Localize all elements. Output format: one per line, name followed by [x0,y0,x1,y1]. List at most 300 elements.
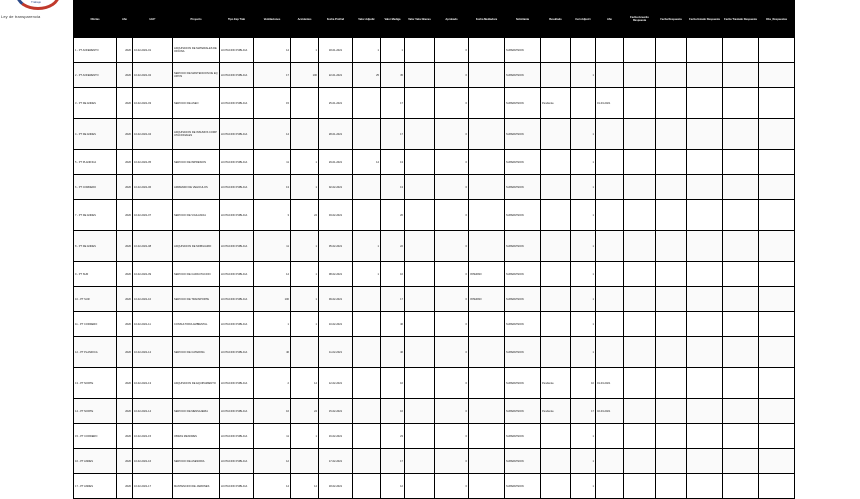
table-cell: SERVICIO DE CAPACITACION [173,262,220,287]
column-header[interactable]: Accidentes [291,1,319,38]
table-cell [353,424,381,449]
table-cell [759,449,795,474]
table-cell: LICITACION PUBLICA [220,200,254,231]
table-cell [656,368,687,399]
table-cell [624,88,656,119]
table-cell [596,200,624,231]
table-cell: 12 - PT PLANIFICA [74,337,117,368]
table-cell: SUPERVISION [505,262,541,287]
column-header[interactable]: Fecha Traslado Respuesta [723,1,759,38]
table-cell: 100 [254,287,291,312]
table-cell [596,63,624,88]
table-cell: 14 [291,368,319,399]
table-cell: 02-02-2021 [319,175,353,200]
table-cell: 2020 [117,474,133,499]
table-cell: 09-02-2021 [319,287,353,312]
table-cell [596,38,624,63]
table-cell: 1 [571,150,596,175]
table-cell [723,119,759,150]
table-cell [759,399,795,424]
data-table [73,0,795,499]
table-cell [656,175,687,200]
table-row[interactable] [74,150,795,175]
table-cell [624,119,656,150]
table-cell: 13 [381,175,405,200]
table-cell [405,368,435,399]
table-cell [656,88,687,119]
table-cell: SUPERVISION [505,368,541,399]
table-cell: 1 - PT AOFERENTO [74,38,117,63]
table-cell: 2020 [117,63,133,88]
table-cell: 10 [571,368,596,399]
table-cell [759,119,795,150]
table-cell [723,424,759,449]
column-header[interactable]: Fecha Respuesta [656,1,687,38]
table-cell: 6 - PT CORDERO [74,175,117,200]
table-cell [687,231,723,262]
table-cell: 10-02-2021-13 [133,368,173,399]
table-cell [405,337,435,368]
table-cell: 17 [381,287,405,312]
table-cell [291,88,319,119]
table-cell: SUPERVISION [505,287,541,312]
table-cell [405,262,435,287]
table-cell: SUPERVISION [505,399,541,424]
table-cell [596,287,624,312]
table-cell [759,424,795,449]
table-cell: SUPERVISION [505,88,541,119]
table-cell: SERVICIO DE IMPRESION [173,150,220,175]
table-cell: 10-02-2021-17 [133,474,173,499]
table-cell [596,449,624,474]
table-cell: 46 [381,337,405,368]
table-cell: 1 [571,119,596,150]
table-cell: 1 [571,262,596,287]
table-cell [596,312,624,337]
table-cell: SERVICIO DE MANTENCION DE EQUIPOS [173,63,220,88]
table-cell: 1 [571,200,596,231]
column-header[interactable]: Fecha Acuerdo Respuesta [624,1,656,38]
table-cell: 14 [254,38,291,63]
table-cell: 13 [254,175,291,200]
column-header[interactable]: Obs_Respuestas [759,1,795,38]
table-cell [291,449,319,474]
table-cell: 11 [254,231,291,262]
table-row[interactable] [74,231,795,262]
table-cell: 22 [381,231,405,262]
table-cell: 11 [254,424,291,449]
table-cell [353,368,381,399]
table-cell: INTERNO [469,287,505,312]
table-cell [596,262,624,287]
table-cell [353,287,381,312]
table-cell [624,262,656,287]
column-header[interactable]: Id.N° [133,1,173,38]
table-cell: 1 [571,63,596,88]
column-header[interactable]: Cert.Adjud.1 [571,1,596,38]
table-cell [405,231,435,262]
table-cell: 16 [381,368,405,399]
table-cell: 1 [381,38,405,63]
table-cell: 14 - PT NORTE [74,399,117,424]
column-header[interactable]: Valor Valor Bienes [405,1,435,38]
table-cell [759,88,795,119]
table-cell [723,474,759,499]
table-cell: 08-02-2021 [319,262,353,287]
table-cell [405,312,435,337]
table-cell: 1 [353,231,381,262]
table-cell: 46 [254,337,291,368]
table-cell [624,312,656,337]
table-cell: 0 [435,312,469,337]
table-cell [541,312,571,337]
table-cell: 1 [291,262,319,287]
table-cell [687,88,723,119]
column-header[interactable]: Resultado [541,1,571,38]
table-cell: 1 [291,312,319,337]
table-cell: 10-02-2021-12 [133,337,173,368]
table-cell [624,399,656,424]
table-cell [687,368,723,399]
table-cell: SERVICIO DE TRANSPORTE [173,287,220,312]
table-cell [723,175,759,200]
table-cell [624,200,656,231]
table-cell: 46 [381,312,405,337]
table-cell: 15 - PT CORDERO [74,424,117,449]
table-cell: 2020 [117,38,133,63]
table-cell: 0 [435,200,469,231]
table-cell: SUPERVISION [505,63,541,88]
table-cell [723,449,759,474]
table-cell [624,449,656,474]
table-cell [353,88,381,119]
table-cell: 11-02-2021 [319,337,353,368]
table-cell: 13 [381,150,405,175]
table-cell: SUPERVISION [505,38,541,63]
table-cell: 17 [381,449,405,474]
table-row[interactable] [74,424,795,449]
column-header[interactable]: Solicitante [505,1,541,38]
table-cell: 1 [291,38,319,63]
table-cell: 14 [291,474,319,499]
table-row[interactable] [74,262,795,287]
table-cell: LICITACION PUBLICA [220,119,254,150]
table-cell [624,231,656,262]
table-row[interactable] [74,368,795,399]
table-cell [759,368,795,399]
table-cell: 10-02-2021-07 [133,200,173,231]
table-cell: LICITACION PUBLICA [220,175,254,200]
table-cell: 9 - PT SUR [74,262,117,287]
table-cell [353,119,381,150]
logo-subtitle: Trabajo [31,0,42,4]
table-cell: 0 [435,368,469,399]
table-row[interactable] [74,399,795,424]
table-cell [656,449,687,474]
table-cell [541,424,571,449]
table-cell: SUPERVISION [505,231,541,262]
table-cell: 0 [435,287,469,312]
table-cell: 01-03-2021 [596,368,624,399]
table-cell [405,424,435,449]
table-cell [291,119,319,150]
column-header[interactable]: Valor Adjudic [353,1,381,38]
table-cell: 10-02-2021 [319,312,353,337]
column-header[interactable]: Año [596,1,624,38]
table-cell [405,474,435,499]
table-cell: 26 [381,200,405,231]
column-header[interactable]: Año [117,1,133,38]
table-cell: OBRAS MENORES [173,424,220,449]
table-cell: CONSULTORIA AMBIENTAL [173,312,220,337]
table-cell: SERVICIO DE VIGILANCIA [173,200,220,231]
table-cell: 10-02-2021-09 [133,262,173,287]
table-cell [469,88,505,119]
table-cell [656,312,687,337]
table-cell: 12 [254,449,291,474]
table-cell: 10-02-2021-10 [133,287,173,312]
table-row[interactable] [74,175,795,200]
table-cell: 11 [254,150,291,175]
table-cell: 3 - PT DE ANDES [74,88,117,119]
table-cell [687,424,723,449]
table-cell [624,287,656,312]
table-cell: SUPERVISION [505,175,541,200]
table-row[interactable] [74,337,795,368]
table-cell: 10-02-2021-08 [133,231,173,262]
table-cell: 16-02-2021 [319,424,353,449]
table-cell: 2 - PT AOFERENTO [74,63,117,88]
table-cell: LICITACION PUBLICA [220,449,254,474]
logo-caption: Ley de transparencia [1,14,41,19]
table-cell [687,175,723,200]
table-cell: 10-02-2021-06 [133,175,173,200]
table-cell [541,63,571,88]
table-cell: 4 - PT DE ANDES [74,119,117,150]
table-cell [405,200,435,231]
table-cell [405,449,435,474]
table-cell: 2020 [117,150,133,175]
table-cell [541,150,571,175]
table-cell [405,150,435,175]
table-cell [723,88,759,119]
table-cell: Pendiente [541,368,571,399]
column-header[interactable]: Fecha Profind [319,1,353,38]
table-row[interactable] [74,119,795,150]
column-header[interactable]: Proyecto [173,1,220,38]
table-cell [656,474,687,499]
table-cell [759,200,795,231]
column-header[interactable]: Aprobado [435,1,469,38]
table-cell: 1 [291,175,319,200]
table-cell [723,399,759,424]
table-cell: 0 [435,231,469,262]
table-cell: 17 [571,399,596,424]
table-cell [723,200,759,231]
table-cell [723,262,759,287]
table-cell [624,368,656,399]
table-cell [759,175,795,200]
table-cell [596,150,624,175]
table-cell [405,88,435,119]
table-cell [469,231,505,262]
table-cell [469,150,505,175]
table-cell: LICITACION PUBLICA [220,63,254,88]
table-cell: SUPERVISION [505,474,541,499]
table-cell: SUPERVISION [505,150,541,175]
table-cell [687,287,723,312]
table-cell: 0 [435,175,469,200]
column-header[interactable]: Tipo Exp Trab [220,1,254,38]
table-cell [405,399,435,424]
table-cell [469,424,505,449]
table-cell: 17-02-2021 [319,449,353,474]
table-row[interactable] [74,449,795,474]
table-cell: 1 [353,38,381,63]
table-cell: LICITACION PUBLICA [220,312,254,337]
table-cell: 16 [254,399,291,424]
table-cell [541,262,571,287]
table-cell: 1 [571,449,596,474]
table-cell: 01-03-2021 [596,88,624,119]
table-cell [656,424,687,449]
table-cell [759,150,795,175]
table-row[interactable] [74,287,795,312]
table-cell: 22-01-2021 [319,63,353,88]
table-cell: 0 [435,262,469,287]
table-cell: LICITACION PUBLICA [220,424,254,449]
table-cell [469,368,505,399]
table-cell: LICITACION PUBLICA [220,337,254,368]
table-cell [541,287,571,312]
table-cell [723,38,759,63]
table-cell [541,38,571,63]
table-cell: 2020 [117,368,133,399]
table-cell [624,337,656,368]
table-cell [687,262,723,287]
column-header[interactable]: Fecha Estado Respuesta [687,1,723,38]
table-cell [687,150,723,175]
table-cell: LICITACION PUBLICA [220,262,254,287]
table-cell: 16 [381,262,405,287]
table-cell: 2020 [117,399,133,424]
table-cell: 8 - PT DE ANDES [74,231,117,262]
table-cell [759,231,795,262]
table-cell [624,150,656,175]
table-cell: 2020 [117,287,133,312]
table-row[interactable] [74,63,795,88]
table-cell: 10-02-2021-05 [133,150,173,175]
table-cell: 10-02-2021-16 [133,449,173,474]
table-cell: 2020 [117,88,133,119]
table-cell: SERVICIO DE ASEO [173,88,220,119]
table-cell: 5 - PT PLANIFICA [74,150,117,175]
column-header[interactable]: Ofertas [74,1,117,38]
table-cell: 1 [571,312,596,337]
table-cell: 2020 [117,119,133,150]
table-cell: ADQUISICION DE MATERIALES DE OFICINA [173,38,220,63]
table-cell: 12-02-2021 [319,368,353,399]
table-row[interactable] [74,312,795,337]
table-cell [624,38,656,63]
table-cell: 100 [291,63,319,88]
table-cell: 2020 [117,312,133,337]
table-cell: 29-01-2021 [319,150,353,175]
table-cell [596,474,624,499]
table-cell [624,424,656,449]
table-cell: 0 [435,119,469,150]
table-cell: 0 [435,63,469,88]
table-cell [723,368,759,399]
table-cell [353,474,381,499]
table-cell: 1 [254,312,291,337]
table-cell [469,38,505,63]
table-cell: 15 [254,88,291,119]
table-cell: 1 [291,287,319,312]
table-cell: 25 [353,63,381,88]
table-cell: 10-02-2021-14 [133,399,173,424]
table-cell: 3 [254,200,291,231]
table-cell: LICITACION PUBLICA [220,38,254,63]
table-cell: INTERNO [469,262,505,287]
table-cell: 1 [571,231,596,262]
table-cell: 03-02-2021 [319,200,353,231]
table-cell: 10 - PT SUR [74,287,117,312]
table-cell [687,38,723,63]
table-cell: LICITACION PUBLICA [220,474,254,499]
table-cell: SUPERVISION [505,424,541,449]
table-cell: 17 - PT ANDES [74,474,117,499]
column-header[interactable]: Fecha Mediadora [469,1,505,38]
table-cell [353,337,381,368]
table-cell [687,119,723,150]
header-row [74,1,795,38]
table-cell: ADQUISICION DE INSUMOS COMPUTACIONALES [173,119,220,150]
table-row[interactable] [74,200,795,231]
table-row[interactable] [74,38,795,63]
table-cell: LICITACION PUBLICA [220,399,254,424]
table-row[interactable] [74,474,795,499]
table-cell [656,38,687,63]
column-header[interactable]: Ventilaciones [254,1,291,38]
table-cell [469,119,505,150]
table-cell: 0 [435,337,469,368]
table-cell [469,175,505,200]
table-cell [687,449,723,474]
table-cell [687,312,723,337]
table-cell: 1 [571,287,596,312]
table-cell: 2020 [117,262,133,287]
table-cell: SUPERVISION [505,312,541,337]
table-cell [656,119,687,150]
table-cell: 10-02-2021-02 [133,63,173,88]
table-cell [405,119,435,150]
column-header[interactable]: Valor Mediga [381,1,405,38]
table-cell: LICITACION PUBLICA [220,231,254,262]
table-cell: 0 [435,88,469,119]
table-cell [541,200,571,231]
table-cell: 2020 [117,424,133,449]
table-cell [687,200,723,231]
table-cell: 2020 [117,449,133,474]
table-cell: 1 [291,424,319,449]
table-cell [596,231,624,262]
table-cell [596,424,624,449]
table-cell: SUPERVISION [505,200,541,231]
table-cell: ADQUISICION DE MOBILIARIO [173,231,220,262]
table-cell: 10-02-2021-04 [133,119,173,150]
table-row[interactable] [74,88,795,119]
